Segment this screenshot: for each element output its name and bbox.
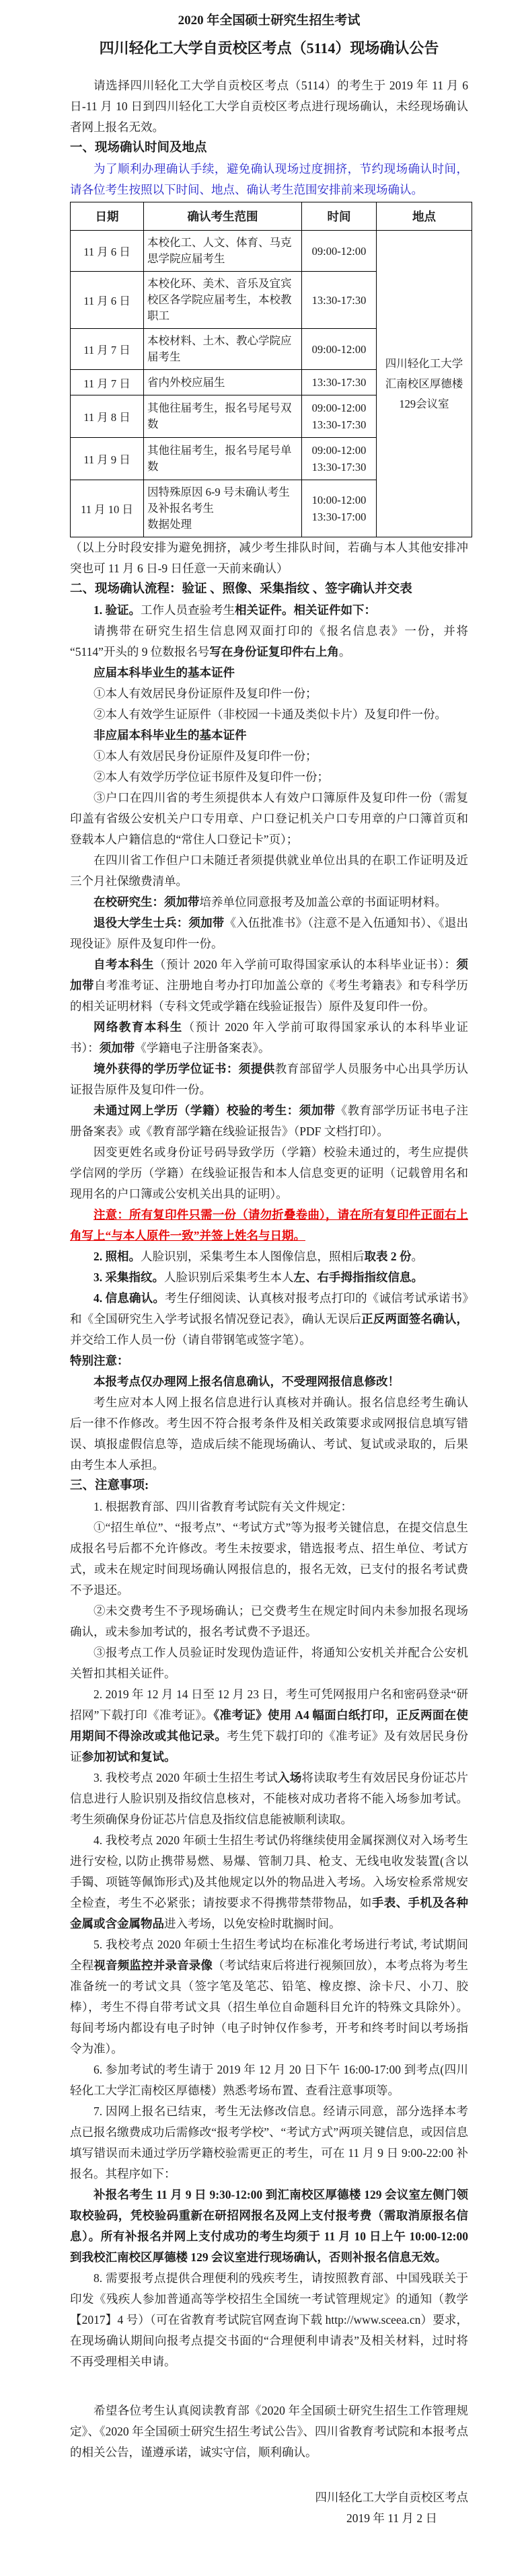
paragraph (70, 746, 468, 767)
paragraph (70, 725, 468, 746)
cell-scope (144, 272, 302, 329)
paragraph (70, 2059, 468, 2101)
text-segment: 手表、手机及各种金属或含金属物品 (70, 1896, 468, 1930)
text-segment: ①本人有效居民身份证原件及复印件一份； (93, 749, 317, 763)
paragraph (70, 621, 468, 662)
text-segment: （以上分时段安排为避免拥挤，减少考生排队时间，若确与本人其他安排冲突也可 11 月 6 日-9 日任意一天前来确认） (70, 541, 468, 575)
paragraph (70, 1267, 468, 1288)
paragraph (70, 1017, 468, 1059)
cell-scope (144, 329, 302, 370)
paragraph (70, 1642, 468, 1684)
text-segment: 自考本科生 (93, 958, 154, 971)
column-header-scope: 确认考生范围 (144, 202, 302, 231)
text-segment: 请携带在研究生招生信息网双面打印的《报名信息表》一份，并将“5114”开头的 9 位数报名号 (70, 624, 468, 658)
paragraph (70, 2268, 468, 2372)
signature-org: 四川轻化工大学自贡校区考点 (315, 2491, 468, 2504)
table-row (71, 231, 472, 272)
cell-date: 11 月 9 日 (71, 438, 144, 480)
text-segment: 自考准考证、注册地自考办打印加盖公章的《考生考籍表》和专科学历的相关证明材料（专科文凭或学籍在线验证报告）原件及复印件一份。 (70, 979, 468, 1013)
column-header-time: 时间 (302, 202, 377, 231)
text-segment: 本报考点仅办理网上报名信息确认，不受理网报信息修改！ (93, 1375, 400, 1388)
text-segment: 考生应对本人网上报名信息进行认真核对并确认。报名信息经考生确认后一律不作修改。考生因不符合报考条件及相关政策要求或网报信息填写错误、填报虚假信息等，造成后续不能现场确认、考试、复试或录取的，后果由考生本人承担。 (70, 1396, 468, 1472)
paragraph (70, 1517, 468, 1601)
text-segment: 须加带 (70, 958, 469, 992)
document-subtitle: 四川轻化工大学自贡校区考点（5114）现场确认公告 (99, 40, 439, 56)
text-segment: 4. 信息确认。 (93, 1291, 165, 1305)
text-segment: 进入考场，以免安检时耽搁时间。 (164, 1917, 341, 1930)
text-segment: ①“招生单位”、“报考点”、“考试方式”等为报考关键信息，在提交信息生成报名号后都不允许修改。考生未按要求，错选报考点、招生单位、考试方式，或未在规定时间现场确认网报信息的，报名无效，已支付的报名考试费不予退还。 (70, 1521, 468, 1597)
text-segment: 应届本科毕业生的基本证件 (93, 666, 235, 679)
time-line: 13:30-17:30 (311, 461, 367, 473)
text-segment: 左、右手拇指指纹信息。 (293, 1271, 423, 1284)
text-segment: 1. 验证。 (93, 603, 141, 617)
paragraph (70, 954, 468, 1017)
paragraph (70, 683, 468, 704)
text-segment: 《准考证》使用 A4 幅面白纸打印，正反两面在使用期间不得涂改或其他记录。 (70, 1708, 468, 1743)
text-segment: 退役大学生士兵：须加带 (93, 916, 225, 930)
paragraph (70, 600, 468, 621)
cell-date: 11 月 10 日 (71, 480, 144, 537)
text-segment: 4. 我校考点 2020 年硕士生招生考试仍将继续使用金属探测仪对入场考生进行安检, 以防止携带易燃、易爆、管制刀具、枪支、无线电收发装置(含以手镯、项链等佩饰形式)及其他规定以外的物品进入考场。入场安检系常规安全检查，考生不必紧张；请按要求不得携带禁带物品，如 (70, 1833, 468, 1909)
paragraph (70, 1100, 468, 1142)
text-segment: （预计 2020 年入学前可取得国家承认的本科毕业证书）： (70, 1020, 468, 1055)
text-segment: 5. 我校考点 2020 年硕士生招生考试均在标准化考场进行考试, 考试期间全程 (70, 1938, 468, 1972)
text-segment: 因变更姓名或身份证号码导致学历（学籍）校验未通过的，考生应提供学信网的学历（学籍）在线验证报告和本人信息变更的证明（记载曾用名和现用名的户口簿或公安机关出具的证明）。 (70, 1145, 468, 1201)
paragraph (70, 704, 468, 725)
text-segment: 网络教育本科生 (93, 1020, 183, 1034)
text-segment: （考试结束后将进行视频回放），本考点将为考生准备统一的考试文具（签字笔及笔芯、铅笔、橡皮擦、涂卡尺、小刀、胶棒），考生不得自带考试文具（招生单位自命题科目允许的特殊文具除外）。每间考场内都设有电子时钟（电子时钟仅作参考，开考和终考时间以考场指令为准）。 (70, 1959, 469, 2055)
text-segment: 补报名考生 11 月 9 日 9:30-12:00 到汇南校区厚德楼 129 会议室左侧门领取校验码，凭校验码重新在研招网报名及网上支付报考费（需取消原报名信息）。所有补报名并网上支付成功的考生均须于 11 月 10 日上午 10:00-12:00 到我校汇南校区厚德楼 129 会议室进行现场确认，否则补报名信息无效。 (70, 2188, 469, 2264)
text-segment: 二、现场确认流程：验证 、照像、采集指纹 、签字确认并交表 (70, 582, 412, 596)
time-line: 13:30-17:30 (311, 293, 367, 307)
text-segment: 6. 参加考试的考生请于 2019 年 12 月 20 日下午 16:00-17:00 到考点(四川轻化工大学汇南校区厚德楼）熟悉考场布置、查看注意事项等。 (70, 2063, 468, 2097)
text-segment: 一、现场确认时间及地点 (70, 141, 207, 155)
time-line: 13:30-17:30 (311, 418, 367, 431)
cell-scope (144, 231, 302, 272)
text-segment: 将读取考生有效居民身份证芯片信息进行人脸识别及指纹信息核对，不能核对成功者将不能入场参加考试。考生须确保身份证芯片信息及指纹信息能被顺利读取。 (70, 1771, 469, 1826)
text-segment: 2. 2019 年 12 月 14 日至 12 月 23 日，考生可凭网报用户名和密码登录“研招网”下载打印《准考证》。 (70, 1688, 468, 1722)
text-segment: 视音频监控并录音录像 (93, 1959, 213, 1972)
section-heading (70, 579, 468, 600)
cell-time (302, 438, 377, 480)
text-segment: 。 (411, 1250, 423, 1263)
paragraph (70, 1288, 468, 1351)
paragraph (70, 2185, 468, 2268)
text-segment: 3. 我校考点 2020 年硕士生招生考试 (93, 1771, 278, 1784)
text-segment: 为了顺利办理确认手续，避免确认现场过度拥挤，节约现场确认时间，请各位考生按照以下时间、地点、确认考生范围安排前来现场确认。 (70, 162, 468, 196)
paragraph (70, 1934, 468, 2059)
text-segment: 非应届本科毕业生的基本证件 (93, 728, 247, 742)
text-segment: 在四川省工作但户口未随迁者须提供就业单位出具的在职工作证明及近三个月社保缴费清单。 (70, 854, 468, 888)
cell-date: 11 月 8 日 (71, 395, 144, 438)
text-segment: 。 (338, 645, 351, 658)
text-segment: 3. 采集指纹。 (93, 1271, 164, 1284)
paragraph (70, 1142, 468, 1205)
time-line: 09:00-12:00 (311, 342, 367, 356)
paragraph (70, 2101, 468, 2185)
text-segment: 正反两面签名确认， (361, 1312, 469, 1326)
paragraph (70, 1684, 468, 1768)
paragraph (70, 913, 468, 954)
text-segment: 8. 需要报考点提供合理便利的残疾考生，请按照教育部、中国残联关于印发《残疾人参加普通高等学校招生全国统一考试管理规定》的通知（教学【2017】4 号）（可在省教育考试院官网查询下载 http://www.sceea.cn）要求，在现场确认期间向报考点提交书面的“合理便利申请表”及相关材料，过时将不再受理相关申请。 (70, 2271, 468, 2368)
paragraph (70, 1246, 468, 1267)
text-segment: 考生仔细阅读、认真核对报考点打印的《诚信考试承诺书》和《全国研究生入学考试报名情况登记表》，确认无误后 (70, 1291, 469, 1326)
text-segment: 境外获得的学历学位证书：须提供 (93, 1062, 275, 1075)
text-segment: 7. 因网上报名已结束，考生无法修改信息。经请示同意，部分选择本考点已报名缴费成功后需修改“报考学校”、“考试方式”两项关键信息，或因信息填写错误而未通过学历学籍校验需更正的考生，可在 11 月 9 日 9:00-22:00 补报名。其程序如下： (70, 2105, 468, 2181)
scope-line: 省内外校应届生 (147, 375, 225, 389)
text-segment: 教育部留学人员服务中心出具学历认证报告原件及复印件一份。 (70, 1062, 468, 1096)
scope-line: 本校化工、人文、体育、马克思学院应届考生 (147, 236, 292, 265)
text-segment: 在校研究生：须加带 (93, 895, 200, 909)
cell-time (302, 395, 377, 438)
cell-time (302, 329, 377, 370)
text-segment: 工作人员查验考生 (141, 603, 235, 617)
paragraph (70, 2400, 468, 2463)
paragraph (70, 75, 468, 138)
text-segment: 并交给工作人员一份（请自带钢笔或签字笔）。 (70, 1333, 311, 1347)
paragraph (70, 537, 468, 579)
cell-scope (144, 438, 302, 480)
paragraph (70, 1768, 468, 1830)
scope-line: 本校化环、美术、音乐及宜宾校区各学院应届考生，本校教职工 (147, 277, 292, 322)
document-title: 2020 年全国硕士研究生招生考试 (178, 13, 361, 28)
cell-time (302, 480, 377, 537)
text-segment: 《教育部学历证书电子注册备案表》或《教育部学籍在线验证报告》（PDF 文档打印）。 (70, 1104, 469, 1138)
cell-date: 11 月 7 日 (71, 370, 144, 395)
cell-scope (144, 480, 302, 537)
scope-line: 因特殊原因 6-9 号未确认考生及补报名考生 (147, 486, 290, 515)
table-body (71, 231, 472, 537)
text-segment: 注意：所有复印件只需一份（请勿折叠卷曲），请在所有复印件正面右上角写上“与本人原件一致”并签上姓名与日期。 (70, 1208, 468, 1242)
time-line: 13:30-17:00 (311, 510, 367, 523)
text-segment: 《学籍电子注册备案表》。 (135, 1041, 270, 1055)
paragraph (70, 850, 468, 892)
scope-line: 本校材料、土木、教心学院应届考生 (147, 334, 292, 363)
cell-date: 11 月 6 日 (71, 231, 144, 272)
paragraph (70, 1205, 468, 1246)
text-segment: 人脸识别后采集考生本人 (164, 1271, 294, 1284)
section-heading (70, 138, 468, 159)
text-segment: 未通过网上学历（学籍）校验的考生：须加带 (93, 1104, 336, 1117)
paragraph (70, 1601, 468, 1642)
text-segment: 相关证件。相关证件如下： (235, 603, 376, 617)
table-header-row (71, 202, 472, 231)
cell-scope (144, 370, 302, 395)
text-segment: （预计 2020 年入学前可取得国家承认的本科毕业证书）： (153, 958, 457, 971)
document-body-section (70, 537, 468, 2463)
cell-scope (144, 395, 302, 438)
text-segment: 《入伍批准书》（注意不是入伍通知书）、《退出现役证》原件及复印件一份。 (70, 916, 469, 950)
text-segment: ②未交费考生不予现场确认；已交费考生在规定时间内未参加报名现场确认，或未参加考试的，报名考试费不予退还。 (70, 1604, 468, 1638)
text-segment: 人脸识别，采集考生本人图像信息，照相后 (141, 1250, 365, 1263)
paragraph (70, 159, 468, 200)
paragraph (70, 1371, 468, 1392)
paragraph (70, 662, 468, 683)
text-segment: 特别注意： (70, 1354, 129, 1367)
confirmation-schedule-table (70, 202, 472, 537)
text-segment: ③报考点工作人员验证时发现伪造证件，将通知公安机关并配合公安机关暂扣其相关证件。 (70, 1646, 468, 1680)
cell-time (302, 370, 377, 395)
cell-time (302, 272, 377, 329)
paragraph (70, 1392, 468, 1476)
text-segment: 请选择四川轻化工大学自贡校区考点（5114）的考生于 2019 年 11 月 6 日-11 月 10 日到四川轻化工大学自贡校区考点进行现场确认，未经现场确认者网上报名无效。 (70, 79, 468, 134)
cell-time (302, 231, 377, 272)
text-segment: 写在身份证复印件右上角 (209, 645, 339, 658)
text-segment: 须加带 (99, 1041, 135, 1055)
time-line: 09:00-12:00 (311, 444, 367, 457)
time-line: 10:00-12:00 (311, 494, 367, 506)
paragraph (70, 892, 468, 913)
text-segment: 1. 根据教育部、四川省教育考试院有关文件规定： (93, 1500, 352, 1513)
paragraph (70, 1059, 468, 1100)
cell-location-merged: 四川轻化工大学汇南校区厚德楼129会议室 (377, 231, 472, 537)
text-segment: ①本人有效居民身份证原件及复印件一份； (93, 687, 317, 700)
time-line: 13:30-17:30 (311, 376, 367, 389)
text-segment: 三、注意事项: (70, 1479, 149, 1492)
column-header-date: 日期 (71, 202, 144, 231)
intro-section (70, 75, 468, 200)
cell-date: 11 月 7 日 (71, 329, 144, 370)
scope-line: 数据处理 (147, 518, 192, 531)
text-segment: 考生凭下载打印的《准考证》及有效居民身份证 (70, 1729, 468, 1764)
text-segment: ②本人有效学历学位证书原件及复印件一份； (93, 770, 329, 784)
paragraph (70, 1497, 468, 1517)
text-segment: 培养单位同意报考及加盖公章的书面证明材料。 (199, 895, 447, 909)
paragraph (70, 788, 468, 850)
scope-line: 其他往届考生，报名号尾号单数 (147, 444, 292, 473)
scope-line: 其他往届考生，报名号尾号双数 (147, 402, 292, 430)
column-header-location: 地点 (377, 202, 472, 231)
text-segment: 入场 (278, 1771, 302, 1784)
text-segment: ②本人有效学生证原件（非校园一卡通及类似卡片）及复印件一份。 (93, 708, 447, 721)
paragraph (70, 1351, 468, 1371)
text-segment: 参加初试和复试。 (81, 1750, 176, 1764)
cell-date: 11 月 6 日 (71, 272, 144, 329)
time-line: 09:00-12:00 (311, 244, 367, 258)
section-heading (70, 1476, 468, 1497)
signature-date: 2019 年 11 月 2 日 (346, 2511, 437, 2525)
paragraph (70, 767, 468, 788)
text-segment: 希望各位考生认真阅读教育部《2020 年全国硕士研究生招生工作管理规定》、《2020 年全国硕士研究生招生考试公告》、四川省教育考试院和本报考点的相关公告，谨遵承诺，诚实守信，顺利确认。 (70, 2404, 468, 2459)
text-segment: ③户口在四川省的考生须提供本人有效户口簿原件及复印件一份（需复印盖有省级公安机关户口专用章、户口登记机关户口专用章的户口簿首页和登载本人户籍信息的“常住人口登记卡”页）； (70, 791, 468, 846)
text-segment: 2. 照相。 (93, 1250, 141, 1263)
paragraph (70, 1830, 468, 1934)
text-segment: 取表 2 份 (364, 1250, 412, 1263)
time-line: 09:00-12:00 (311, 402, 367, 414)
